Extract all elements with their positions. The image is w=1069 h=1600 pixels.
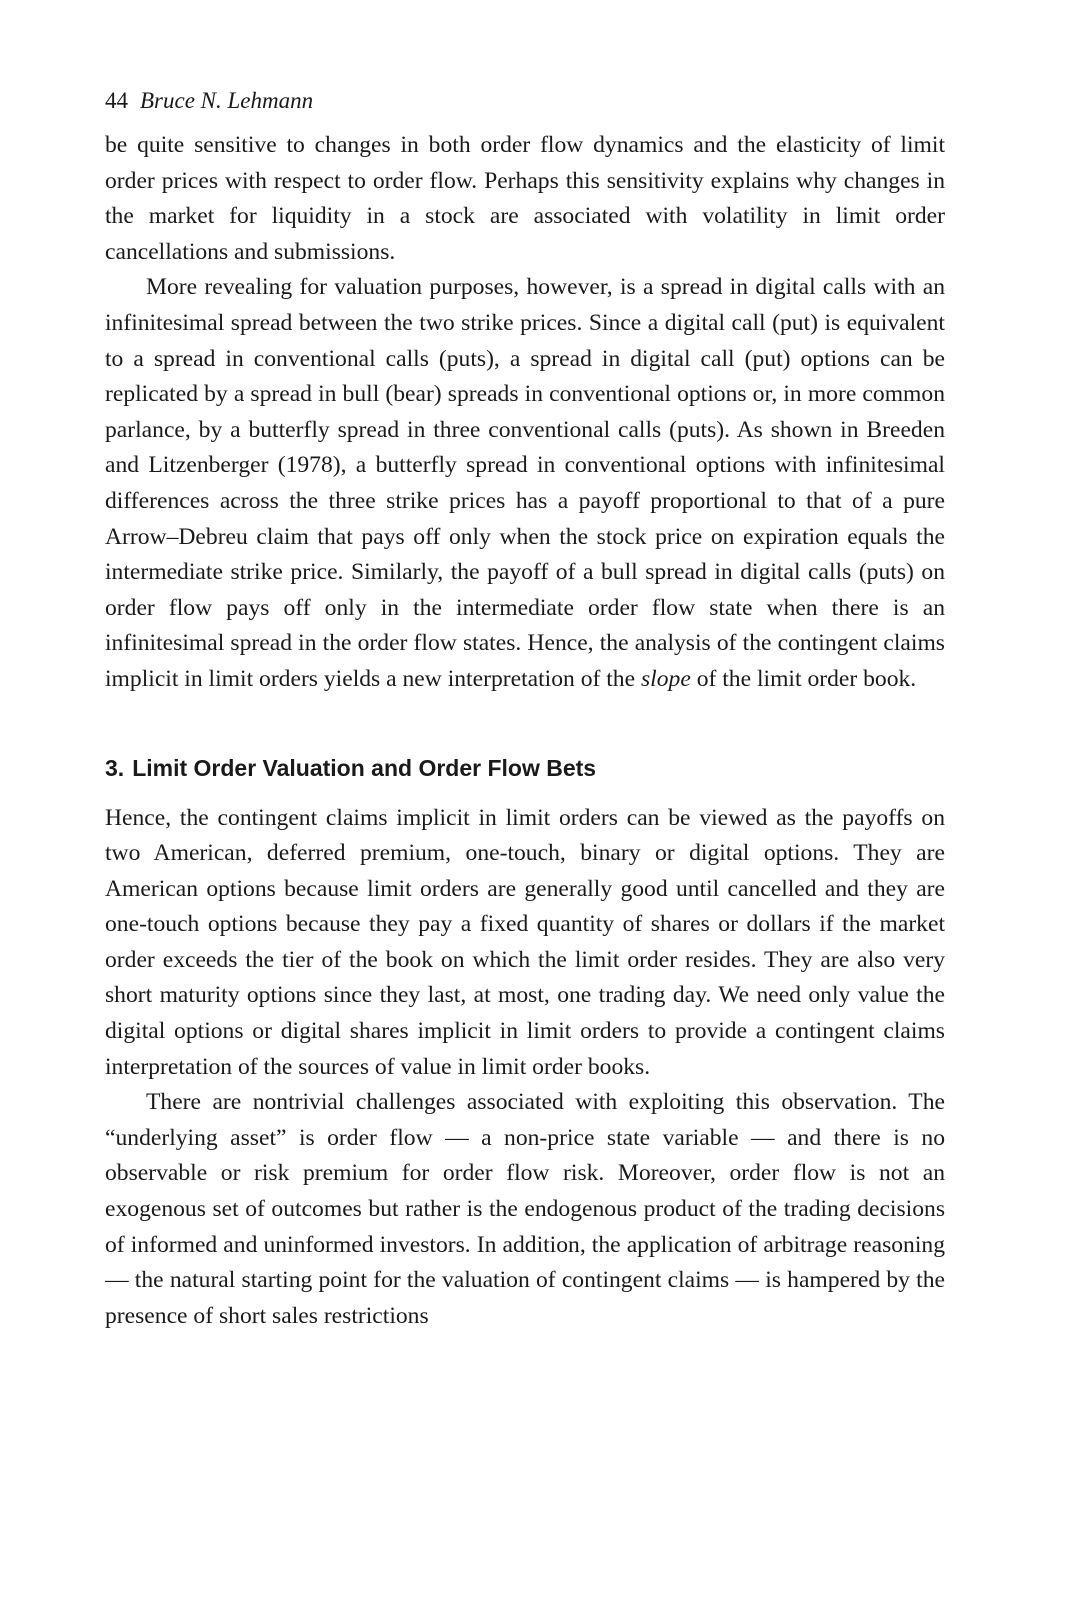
paragraph-text: More revealing for valuation purposes, however, is a spread in digital calls with an infinitesimal spread between the two strike prices. Since a digital call (put) is equivalent to a spread in conventional calls (puts), a spread in digital call (put) options can be replicated by a spread in bull (bear) spreads in conventional options or, in more common parlance, by a butterfly spread in three conventional calls (puts). As shown in Breeden and Litzenberger (1978), a butterfly spread in conventional options with infinitesimal differences across the three strike prices has a payoff proportional to that of a pure Arrow–Debreu claim that pays off only when the stock price on expiration equals the intermediate strike price. Similarly, the payoff of a bull spread in digital calls (puts) on order flow pays off only in the intermediate order flow state when there is an infinitesimal spread in the order flow states. Hence, the analysis of the contingent claims implicit in limit orders yields a new interpretation of the <box>105 274 945 692</box>
paragraph-digital-calls <box>105 270 945 697</box>
page <box>105 84 945 1334</box>
emphasis-slope: slope <box>640 665 691 692</box>
section-title: Limit Order Valuation and Order Flow Bets <box>132 754 597 781</box>
paragraph-text-end: of the limit order book. <box>690 665 917 692</box>
paragraph-challenges: There are nontrivial challenges associated with exploiting this observation. The “underlying asset” is order flow — a non-price state variable — and there is no observable or risk premium for order flow risk. Moreover, order flow is not an exogenous set of outcomes but rather is the endogenous product of the trading decisions of informed and uninformed investors. In addition, the application of arbitrage reasoning — the natural starting point for the valuation of contingent claims — is hampered by the presence of short sales restrictions <box>105 1089 945 1329</box>
paragraph-continued: be quite sensitive to changes in both order flow dynamics and the elasticity of limit order prices with respect to order flow. Perhaps this sensitivity explains why changes in the market for liquidity in a stock are associated with volatility in limit order cancellations and submissions. <box>105 132 945 265</box>
section-number: 3. <box>105 754 125 781</box>
page-number: 44 <box>105 88 128 113</box>
running-head <box>105 84 945 118</box>
running-head-author: Bruce N. Lehmann <box>140 88 314 113</box>
paragraph-contingent-claims: Hence, the contingent claims implicit in limit orders can be viewed as the payoffs on two American, deferred premium, one-touch, binary or digital options. They are American options because limit orders are generally good until cancelled and they are one-touch options because they pay a fixed quantity of shares or dollars if the market order exceeds the tier of the book on which the limit order resides. They are also very short maturity options since they last, at most, one trading day. We need only value the digital options or digital shares implicit in limit orders to provide a contingent claims interpretation of the sources of value in limit order books. <box>105 804 945 1080</box>
section-heading <box>105 751 945 785</box>
